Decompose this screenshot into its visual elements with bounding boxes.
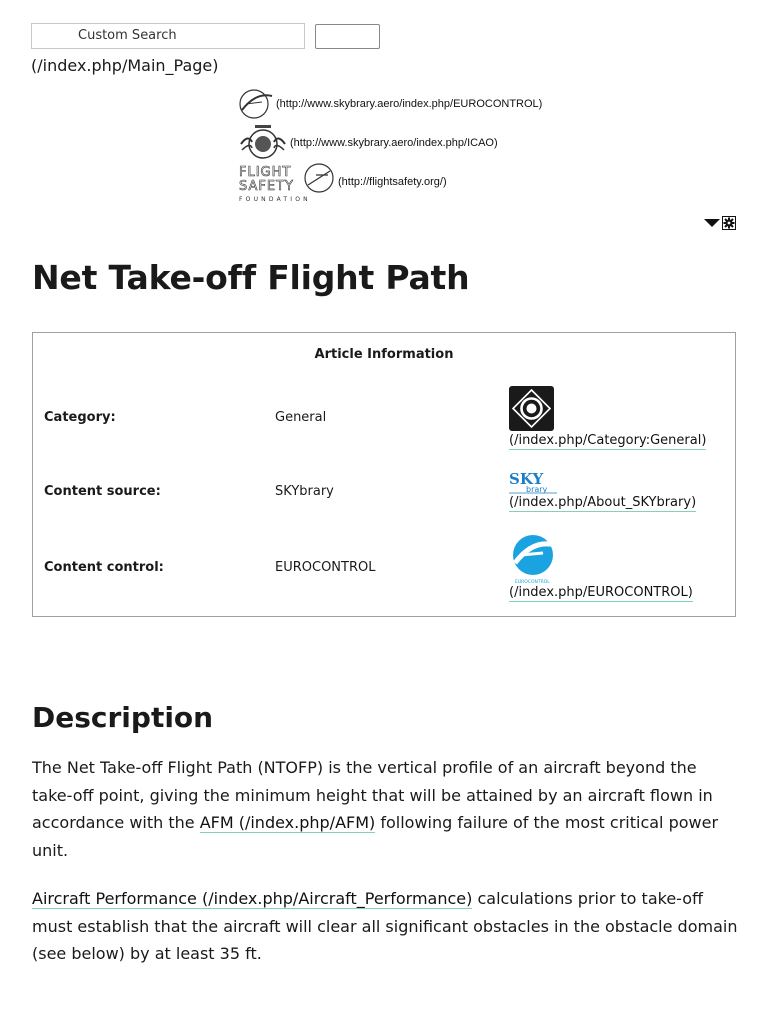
content-source-label: Content source: (44, 484, 161, 499)
svg-text:FLIGHT: FLIGHT (239, 165, 292, 180)
svg-text:SKY: SKY (509, 470, 544, 488)
description-paragraph-2 (32, 885, 738, 968)
content-control-value: EUROCONTROL (275, 560, 376, 575)
main-page-link[interactable]: (/index.php/Main_Page) (31, 56, 219, 75)
eurocontrol-logo-icon[interactable] (509, 533, 557, 585)
section-heading-description: Description (32, 701, 214, 734)
svg-text:brary: brary (526, 485, 548, 494)
partner-eurocontrol[interactable] (238, 88, 542, 120)
gear-icon[interactable] (722, 216, 736, 230)
icao-logo-icon (238, 122, 288, 164)
afm-link[interactable]: AFM (/index.php/AFM) (199, 813, 376, 832)
page-tools[interactable] (704, 216, 736, 230)
partner-link-flight-safety[interactable]: (http://flightsafety.org/) (338, 176, 447, 188)
chevron-down-icon[interactable] (704, 218, 720, 228)
content-control-label: Content control: (44, 560, 164, 575)
svg-text:SAFETY: SAFETY (239, 179, 294, 194)
content-control-link[interactable]: (/index.php/EUROCONTROL) (509, 585, 693, 600)
description-text: calculations prior to take-off must establish that the aircraft will clear all significant obstacles in the obstacle domain (see below) by at least 35 ft. (32, 889, 738, 963)
partner-icao[interactable] (238, 122, 498, 164)
partner-link-eurocontrol[interactable]: (http://www.skybrary.aero/index.php/EUROCONTROL) (276, 98, 543, 110)
category-value: General (275, 410, 327, 425)
page-title: Net Take-off Flight Path (32, 258, 470, 297)
content-source-value: SKYbrary (275, 484, 334, 499)
infobox-title: Article Information (314, 347, 454, 362)
partner-flight-safety[interactable] (238, 161, 447, 203)
eurocontrol-logo-icon (238, 88, 274, 120)
article-information-box (32, 332, 736, 617)
category-general-icon[interactable] (509, 386, 554, 431)
description-paragraph-1 (32, 754, 738, 864)
svg-text:FOUNDATION: FOUNDATION (239, 196, 311, 203)
category-label: Category: (44, 410, 116, 425)
flight-safety-foundation-logo-icon (238, 161, 336, 203)
content-source-link[interactable]: (/index.php/About_SKYbrary) (509, 495, 697, 510)
category-link[interactable]: (/index.php/Category:General) (509, 433, 707, 448)
aircraft-performance-link[interactable]: Aircraft Performance (/index.php/Aircraft_Performance) (32, 889, 473, 908)
svg-text:EUROCONTROL: EUROCONTROL (515, 580, 550, 585)
search-button[interactable] (315, 24, 380, 49)
skybrary-logo-icon[interactable] (509, 470, 559, 494)
description-text: The Net Take-off Flight Path (NTOFP) is the vertical profile of an aircraft beyond the take-off point, giving the minimum height that will be attained by an aircraft flown in accordance with the (32, 758, 713, 832)
description-text: following failure of the most critical power unit. (32, 813, 719, 860)
partner-link-icao[interactable]: (http://www.skybrary.aero/index.php/ICAO) (290, 137, 498, 149)
search-input[interactable]: Custom Search (31, 23, 305, 49)
